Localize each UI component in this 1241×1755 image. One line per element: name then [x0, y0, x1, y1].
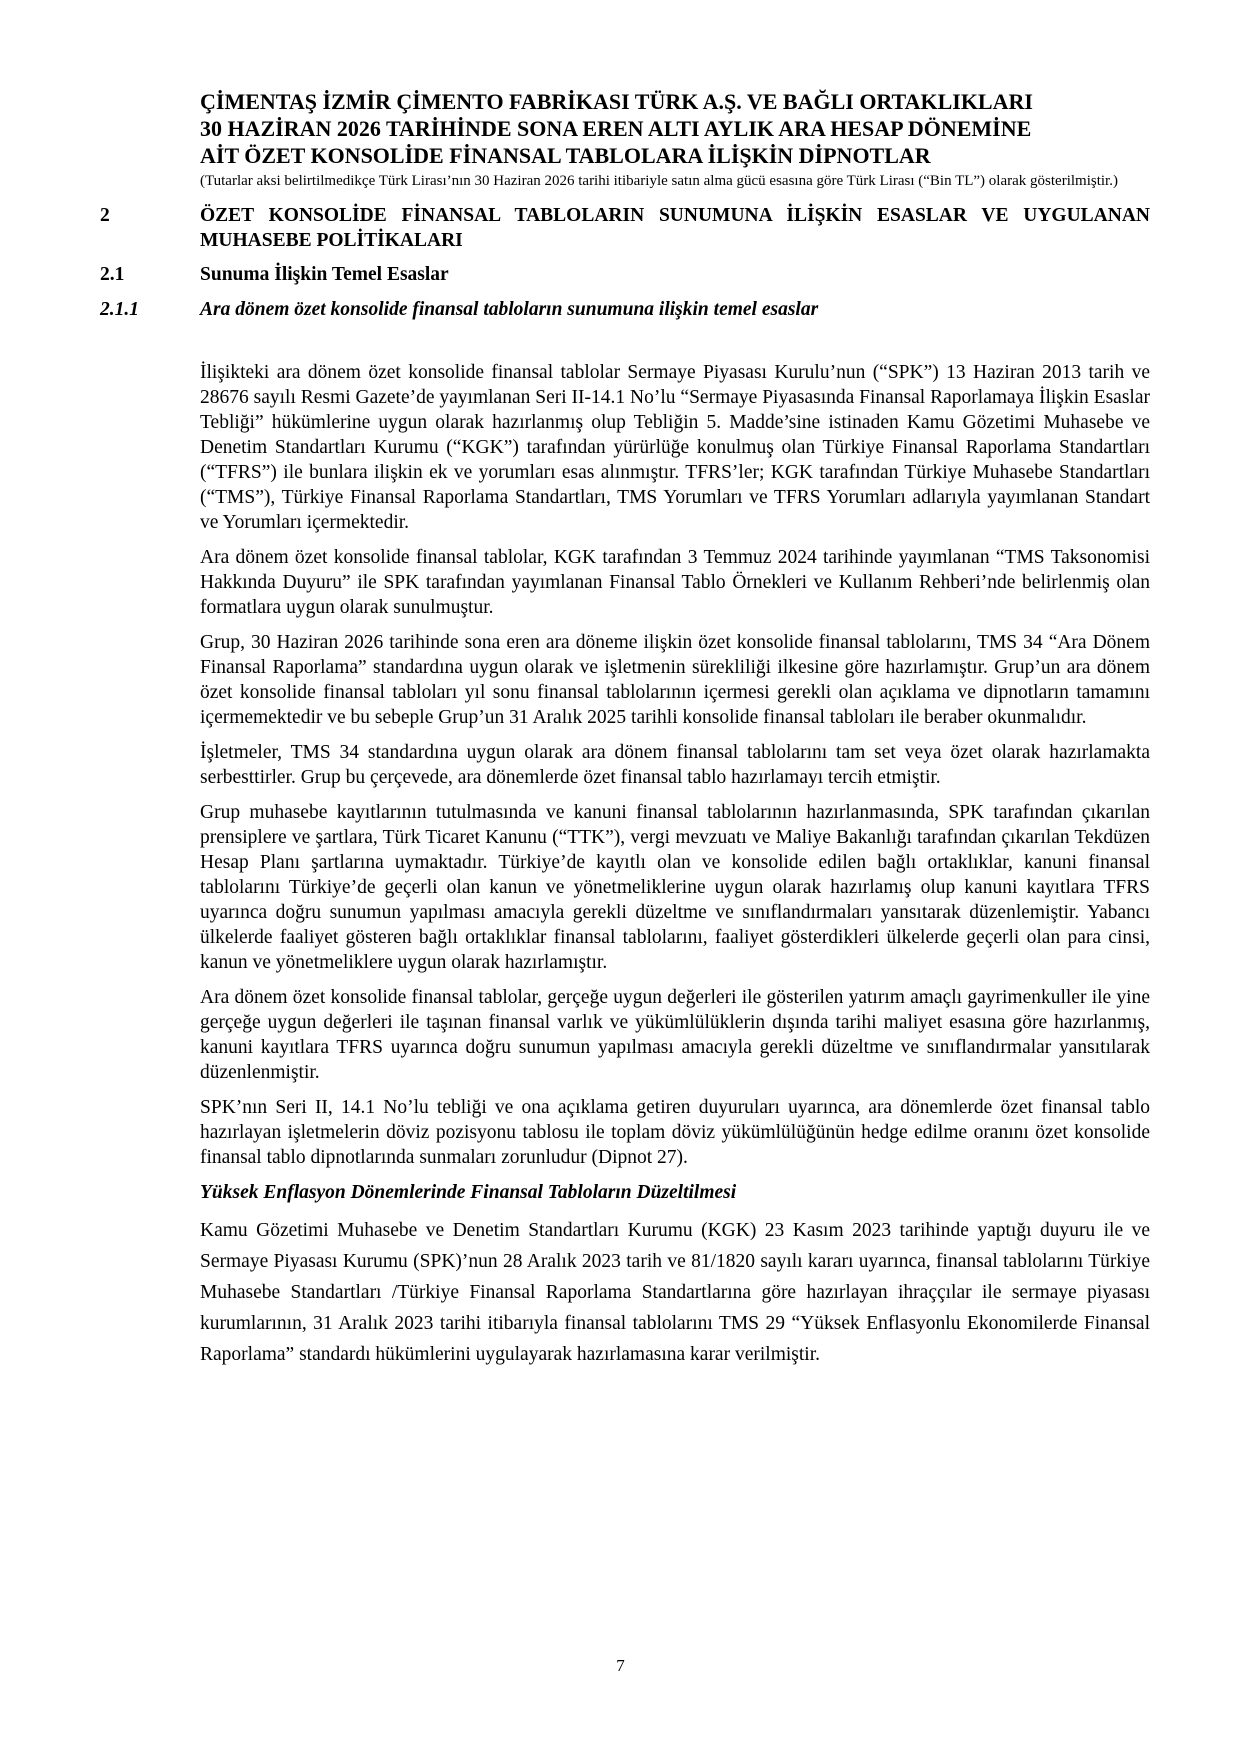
section-2-title: ÖZET KONSOLİDE FİNANSAL TABLOLARIN SUNUMUNA İLİŞKİN ESASLAR VE UYGULANAN MUHASEBE POLİTİKALARI [200, 205, 1150, 251]
header-title-line-1: ÇİMENTAŞ İZMİR ÇİMENTO FABRİKASI TÜRK A.Ş. VE BAĞLI ORTAKLIKLARI [200, 89, 1033, 114]
paragraph-7: SPK’nın Seri II, 14.1 No’lu tebliği ve ona açıklama getiren duyuruları uyarınca, ara dönemlerde özet finansal tablo hazırlayan işletmelerin döviz pozisyonu tablosu ile toplam döviz yükümlülüğünün hedge edilme oranını özet konsolide finansal tablo dipnotlarında sunmaları zorunludur (Dipnot 27). [200, 1097, 1150, 1168]
paragraph-5: Grup muhasebe kayıtlarının tutulmasında ve kanuni finansal tablolarının hazırlanmasında, SPK tarafından çıkarılan prensiplere ve şartlara, Türk Ticaret Kanunu (“TTK”), vergi mevzuatı ve Maliye Bakanlığı tarafından çıkarılan Tekdüzen Hesap Planı şartlarına uymaktadır. Türkiye’de kayıtlı olan ve konsolide edilen bağlı ortaklıklar, kanuni finansal tablolarını Türkiye’de geçerli olan kanun ve yönetmeliklerine uygun olarak hazırlamış olup kanuni kayıtlara TFRS uyarınca doğru sunumun yapılması amacıyla gerekli düzeltme ve sınıflandırmaları yansıtarak düzenlemiştir. Yabancı ülkelerde faaliyet gösteren bağlı ortaklıklar finansal tablolarını, faaliyet gösterdikleri ülkelerde geçerli olan para cinsi, kanun ve yönetmeliklere uygun olarak hazırlamıştır. [200, 802, 1150, 973]
paragraph-1: İlişikteki ara dönem özet konsolide finansal tablolar Sermaye Piyasası Kurulu’nun (“SPK”) 13 Haziran 2013 tarih ve 28676 sayılı Resmi Gazete’de yayımlanan Seri II-14.1 No’lu “Sermaye Piyasasında Finansal Raporlamaya İlişkin Esaslar Tebliği” hükümlerine uygun olarak hazırlanmış olup Tebliğin 5. Madde’sine istinaden Kamu Gözetimi Muhasebe ve Denetim Standartları Kurumu (“KGK”) tarafından yürürlüğe konulmuş olan Türkiye Finansal Raporlama Standartları (“TFRS”) ile bunlara ilişkin ek ve yorumları esas alınmıştır. TFRS’ler; KGK tarafından Türkiye Muhasebe Standartları (“TMS”), Türkiye Finansal Raporlama Standartları, TMS Yorumları ve TFRS Yorumları adlarıyla yayımlanan Standart ve Yorumları içermektedir. [200, 362, 1150, 533]
inflation-subheading: Yüksek Enflasyon Dönemlerinde Finansal Tabloların Düzeltilmesi [200, 1182, 737, 1203]
header-title-line-3: AİT ÖZET KONSOLİDE FİNANSAL TABLOLARA İLİŞKİN DİPNOTLAR [200, 143, 931, 168]
paragraph-6: Ara dönem özet konsolide finansal tablolar, gerçeğe uygun değerleri ile gösterilen yatırım amaçlı gayrimenkuller ile yine gerçeğe uygun değerleri ile taşınan finansal varlık ve yükümlülüklerin dışında tarihi maliyet esasına göre hazırlanmış, kanuni kayıtlara TFRS uyarınca doğru sunumun yapılması amacıyla gerekli düzeltme ve sınıflandırmalar yansıtılarak düzenlenmiştir. [200, 987, 1150, 1083]
section-body [200, 360, 1150, 1380]
section-2-1-title: Sunuma İlişkin Temel Esaslar [200, 264, 449, 285]
section-2-1-1-number: 2.1.1 [100, 299, 139, 320]
paragraph-3: Grup, 30 Haziran 2026 tarihinde sona eren ara döneme ilişkin özet konsolide finansal tablolarını, TMS 34 “Ara Dönem Finansal Raporlama” standardına uygun olarak ve işletmenin sürekliliği ilkesine göre hazırlamıştır. Grup’un ara dönem özet konsolide finansal tabloları yıl sonu finansal tablolarının içermesi gerekli olan açıklama ve dipnotların tamamını içermemektedir ve bu sebeple Grup’un 31 Aralık 2025 tarihli konsolide finansal tabloları ile beraber okunmalıdır. [200, 632, 1150, 728]
paragraph-inflation: Kamu Gözetimi Muhasebe ve Denetim Standartları Kurumu (KGK) 23 Kasım 2023 tarihinde yaptığı duyuru ile ve Sermaye Piyasası Kurumu (SPK)’nun 28 Aralık 2023 tarih ve 81/1820 sayılı kararı uyarınca, finansal tablolarını Türkiye Muhasebe Standartları /Türkiye Finansal Raporlama Standartlarına göre hazırlayan ihraççılar ile sermaye piyasası kurumlarının, 31 Aralık 2023 tarihi itibarıyla finansal tablolarını TMS 29 “Yüksek Enflasyonlu Ekonomilerde Finansal Raporlama” standardı hükümlerini uygulayarak hazırlamasına karar verilmiştir. [200, 1220, 1150, 1365]
header-title-line-2: 30 HAZİRAN 2026 TARİHİNDE SONA EREN ALTI AYLIK ARA HESAP DÖNEMİNE [200, 116, 1032, 141]
document-header [200, 88, 1150, 191]
paragraph-2: Ara dönem özet konsolide finansal tablolar, KGK tarafından 3 Temmuz 2024 tarihinde yayımlanan “TMS Taksonomisi Hakkında Duyuru” ile SPK tarafından yayımlanan Finansal Tablo Örnekleri ve Kullanım Rehberi’nde belirlenmiş olan formatlara uygun olarak sunulmuştur. [200, 547, 1150, 618]
header-currency-note: (Tutarlar aksi belirtilmedikçe Türk Lirası’nın 30 Haziran 2026 tarihi itibariyle satın alma gücü esasına göre Türk Lirası (“Bin TL”) olarak gösterilmiştir.) [200, 173, 1118, 189]
section-2-1-number: 2.1 [100, 264, 125, 285]
section-2-number: 2 [100, 205, 110, 226]
paragraph-4: İşletmeler, TMS 34 standardına uygun olarak ara dönem finansal tablolarını tam set veya özet olarak hazırlamakta serbesttirler. Grup bu çerçevede, ara dönemlerde özet finansal tablo hazırlamayı tercih etmiştir. [200, 742, 1150, 788]
section-2-1-1-title: Ara dönem özet konsolide finansal tabloların sunumuna ilişkin temel esaslar [200, 299, 819, 320]
page-number: 7 [616, 1656, 625, 1675]
